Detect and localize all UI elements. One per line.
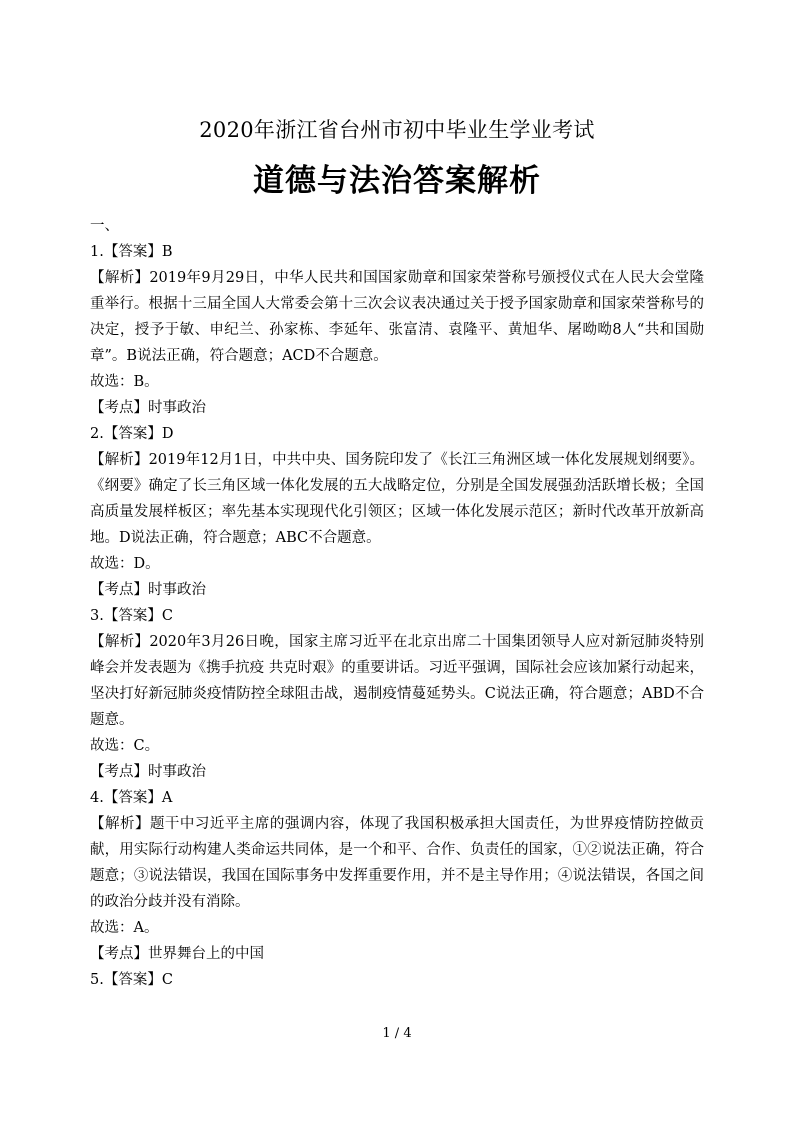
q4-point: 【考点】世界舞台上的中国	[90, 946, 264, 962]
q5-answer: 5.【答案】C	[90, 972, 173, 988]
q3-point: 【考点】时事政治	[90, 764, 206, 780]
q3-analysis: 【解析】2020年3月26日晚，国家主席习近平在北京出席二十国集团领导人应对新冠肺炎特别峰会并发表题为《携手抗疫 共克时艰》的重要讲话。习近平强调，国际社会应该加紧行动起来，坚决打好新冠肺炎疫情防控全球阻击战，遏制疫情蔓延势头。C说法正确，符合题意；ABD不合题意。	[90, 634, 704, 728]
q2-answer: 2.【答案】D	[90, 426, 174, 442]
q1-analysis: 【解析】2019年9月29日，中华人民共和国国家勋章和国家荣誉称号颁授仪式在人民大会堂隆重举行。根据十三届全国人大常委会第十三次会议表决通过关于授予国家勋章和国家荣誉称号的决定，授予于敏、申纪兰、孙家栋、李延年、张富清、袁隆平、黄旭华、屠呦呦8人“共和国勋章”。B说法正确，符合题意；ACD不合题意。	[90, 270, 704, 364]
q3-answer: 3.【答案】C	[90, 608, 173, 624]
q2-analysis: 【解析】2019年12月1日，中共中央、国务院印发了《长江三角洲区域一体化发展规划纲要》。《纲要》确定了长三角区域一体化发展的五大战略定位，分别是全国发展强劲活跃增长极；全国高质量发展样板区；率先基本实现现代化引领区；区域一体化发展示范区；新时代改革开放新高地。D说法正确，符合题意；ABC不合题意。	[90, 452, 704, 546]
q1-point: 【考点】时事政治	[90, 400, 206, 416]
q4-answer: 4.【答案】A	[90, 790, 173, 806]
q4-analysis: 【解析】题干中习近平主席的强调内容，体现了我国积极承担大国责任，为世界疫情防控做贡献，用实际行动构建人类命运共同体，是一个和平、合作、负责任的国家，①②说法正确，符合题意；③说法错误，我国在国际事务中发挥重要作用，并不是主导作用；④说法错误，各国之间的政治分歧并没有消除。	[90, 816, 704, 910]
q1-answer: 1.【答案】B	[90, 244, 173, 260]
q1-choice: 故选：B。	[90, 374, 159, 390]
document-title: 2020年浙江省台州市初中毕业生学业考试	[199, 118, 595, 142]
page-number: 1 / 4	[382, 1026, 412, 1041]
q2-choice: 故选：D。	[90, 556, 160, 572]
document-subtitle: 道德与法治答案解析	[253, 163, 541, 199]
q3-choice: 故选：C。	[90, 738, 160, 754]
section-heading: 一、	[90, 218, 119, 234]
q2-point: 【考点】时事政治	[90, 582, 206, 598]
q4-choice: 故选：A。	[90, 920, 159, 936]
answer-content	[90, 213, 704, 993]
